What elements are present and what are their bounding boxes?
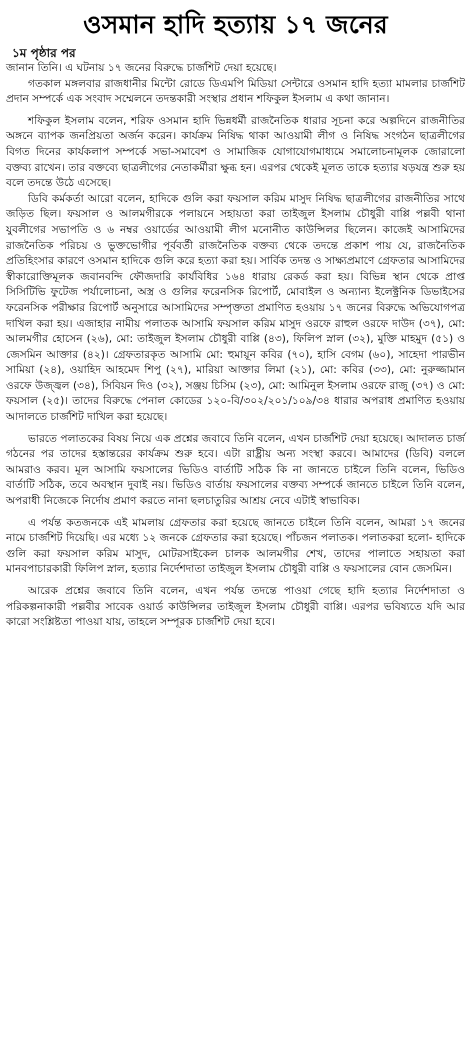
article-paragraph: জানান তিনি। এ ঘটনায় ১৭ জনের বিরুদ্ধে চার্জশিট দেয়া হয়েছে। <box>6 62 277 74</box>
article-paragraph: গতকাল মঙ্গলবার রাজধানীর মিন্টো রোডে ডিএমপি মিডিয়া সেন্টারে ওসমান হাদি হত্যা মামলার চার্জশিট প্রদান সম্পর্কে এক সংবাদ সম্মেলনে তদন্তকারী সংস্থার প্রধান শফিকুল ইসলাম এ কথা জানান। <box>6 77 465 106</box>
continued-from-label: ১ম পৃষ্ঠার পর <box>12 46 76 60</box>
headline: ওসমান হাদি হত্যায় ১৭ জনের <box>83 10 388 39</box>
article-paragraph: ডিবি কর্মকর্তা আরো বলেন, হাদিকে গুলি করা ফয়সাল করিম মাসুদ নিষিদ্ধ ছাত্রলীগের রাজনীতির সাথে জড়িত ছিল। ফয়সাল ও আলমগীরকে পলায়নে সহায়তা করা তাইজুল ইসলাম চৌধুরী বাপ্পি পল্লবী থানা যুবলীগের সভাপতি ও ৬ নম্বর ওয়ার্ডের আওয়ামী লীগ মনোনীত কাউন্সিলর ছিলেন। কাজেই আসামিদের রাজনৈতিক পরিচয় ও ভুক্তভোগীর পূর্ববর্তী রাজনৈতিক বক্তব্য থেকে তদন্তে প্রকাশ পায় যে, রাজনৈতিক প্রতিহিংসার কারণে ওসমান হাদিকে গুলি করে হত্যা করা হয়। সার্বিক তদন্ত ও সাক্ষ্যপ্রমাণে গ্রেফতার আসামিদের স্বীকারোক্তিমূলক জবানবন্দি ফৌজদারি কার্যবিধির ১৬৪ ধারায় রেকর্ড করা হয়। বিভিন্ন স্থান থেকে প্রাপ্ত সিসিটিভি ফুটেজ পর্যালোচনা, অস্ত্র ও গুলির ফরেনসিক রিপোর্ট, মোবাইল ও অন্যান্য ইলেক্ট্রনিক ডিভাইসের ফরেনসিক পরীক্ষার রিপোর্ট অনুসারে আসামিদের সম্পৃক্ততা প্রমাণিত হওয়ায় ১৭ জনের বিরুদ্ধে অভিযোগপত্র দাখিল করা হয়। এজাহার নামীয় পলাতক আসামি ফয়সাল করিম মাসুদ ওরফে রাহুল ওরফে দাউদ (৩৭), মো: আলমগীর হোসেন (২৬), মো: তাইজুল ইসলাম চৌধুরী বাপ্পি (৪৩), ফিলিপ স্নাল (৩২), মুক্তি মাহমুদ (৫১) ও জেসমিন আক্তার (৪২)। গ্রেফতারকৃত আসামি মো: হুমায়ূন কবির (৭০), হাসি বেগম (৬০), সাহেদা পারভীন সামিয়া (২৪), ওয়াহিদ আহমেদ শিপু (২৭), মারিয়া আক্তার লিমা (২১), মো: কবির (৩৩), মো: নুরুজ্জামান ওরফে উজ্জ্বল (৩৪), সিবিয়ন দিও (৩২), সঞ্জয় চিসিম (২৩), মো: আমিনুল ইসলাম ওরফে রাজু (৩৭) ও মো: ফয়সাল (২৫)। তাদের বিরুদ্ধে পেনাল কোডের ১২০-বি/৩০২/২০১/১০৯/৩৪ ধারার অপরাধ প্রমাণিত হওয়ায় আদালতে চার্জশিট দাখিল করা হয়েছে। <box>6 192 465 424</box>
article-paragraph: শফিকুল ইসলাম বলেন, শরিফ ওসমান হাদি ভিন্নধর্মী রাজনৈতিক ধারার সূচনা করে অল্পদিনে রাজনীতির অঙ্গনে ব্যাপক জনপ্রিয়তা অর্জন করেন। কার্যক্রম নিষিদ্ধ থাকা আওয়ামী লীগ ও নিষিদ্ধ সংগঠন ছাত্রলীগের বিগত দিনের কার্যকলাপ সম্পর্কে সভা-সমাবেশ ও সামাজিক যোগাযোগমাধ্যমে সমালোচনামূলক জোরালো বক্তব্য রাখেন। তার বক্তব্যে ছাত্রলীগের নেতাকর্মীরা ক্ষুব্ধ হন। এরপর থেকেই মূলত তাকে হত্যার ষড়যন্ত্র শুরু হয় বলে তদন্তে উঠে এসেছে। <box>6 114 465 190</box>
article-paragraph: আরেক প্রশ্নের জবাবে তিনি বলেন, এখন পর্যন্ত তদন্তে পাওয়া গেছে হাদি হত্যার নির্দেশদাতা ও পরিকল্পনাকারী পল্লবীর সাবেক ওয়ার্ড কাউন্সিলর তাইজুল ইসলাম চৌধুরী বাপ্পি। এরপর ভবিষ্যতে যদি আর কারো সংশ্লিষ্টতা পাওয়া যায়, তাহলে সম্পূরক চার্জশিট দেয়া হবে। <box>6 585 465 629</box>
article-paragraph: ভারতে পলাতকের বিষয় নিয়ে এক প্রশ্নের জবাবে তিনি বলেন, এখন চার্জশিট দেয়া হয়েছে। আদালত চার্জ গঠনের পর তাদের হস্তান্তরের কার্যক্রম শুরু হবে। এটা রাষ্ট্রীয় অন্য সংস্থা করবে। আমাদের (ডিবি) বললে আমরাও করব। মূল আসামি ফয়সালের ভিডিও বার্তাটি সঠিক কি না জানতে চাইলে তিনি বলেন, ভিডিও বার্তাটি সঠিক, তবে অবস্থান দুবাই নয়। ভিডিও বার্তায় ফয়সালের বক্তব্য সম্পর্কে জানতে চাইলে তিনি বলেন, অপরাধী নিজেকে নির্দোষ প্রমাণ করতে নানা ছলচাতুরির আশ্রয় নেবে এটাই স্বাভাবিক। <box>6 432 465 508</box>
article-body <box>6 61 465 631</box>
article-paragraph: এ পর্যন্ত কতজনকে এই মামলায় গ্রেফতার করা হয়েছে জানতে চাইলে তিনি বলেন, আমরা ১৭ জনের নামে চার্জশিট দিয়েছি। এর মধ্যে ১২ জনকে গ্রেফতার করা হয়েছে। পাঁচজন পলাতক। পলাতকরা হলো- হাদিকে গুলি করা ফয়সাল করিম মাসুদ, মোটরসাইকেল চালক আলমগীর শেখ, তাদের পালাতে সহায়তা করা মানবপাচারকারী ফিলিপ স্নাল, হত্যার নির্দেশদাতা তাইজুল ইসলাম চৌধুরী বাপ্পি ও ফয়সালের বোন জেসমিন। <box>6 516 465 576</box>
